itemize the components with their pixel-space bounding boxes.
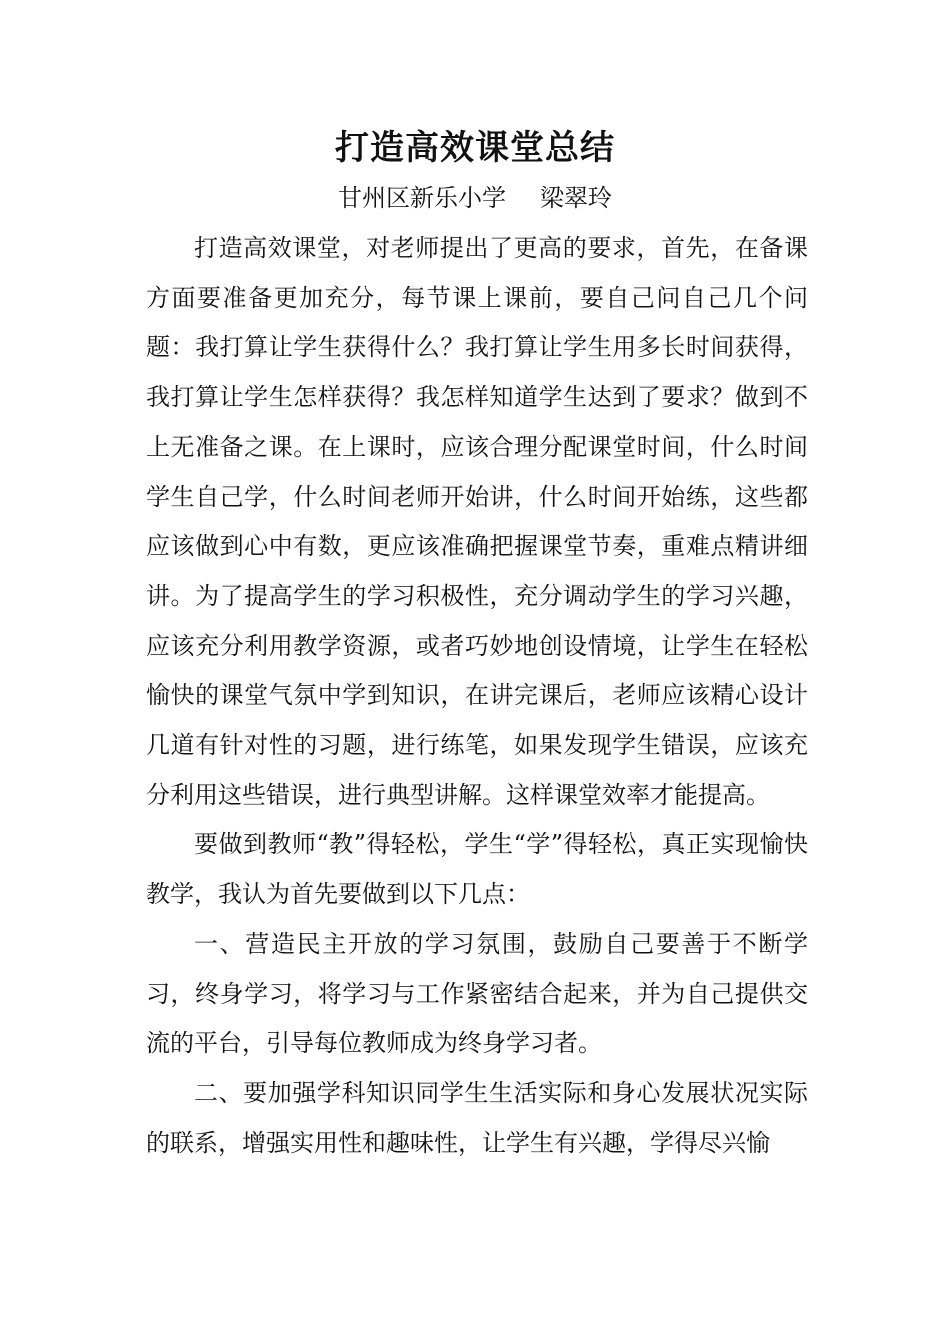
paragraph-3: 一、营造民主开放的学习氛围，鼓励自己要善于不断学习，终身学习，将学习与工作紧密结合起来，并为自己提供交流的平台，引导每位教师成为终身学习者。 <box>146 929 808 1058</box>
paragraph-1: 打造高效课堂，对老师提出了更高的要求，首先，在备课方面要准备更加充分，每节课上课前，要自己问自己几个问题：我打算让学生获得什么？我打算让学生用多长时间获得，我打算让学生怎样获得？我怎样知道学生达到了要求？做到不上无准备之课。在上课时，应该合理分配课堂时间，什么时间学生自己学，什么时间老师开始讲，什么时间开始练，这些都应该做到心中有数，更应该准确把握课堂节奏，重难点精讲细讲。为了提高学生的学习积极性，充分调动学生的学习兴趣，应该充分利用教学资源，或者巧妙地创设情境，让学生在轻松愉快的课堂气氛中学到知识，在讲完课后，老师应该精心设计几道有针对性的习题，进行练笔，如果发现学生错误，应该充分利用这些错误，进行典型讲解。这样课堂效率才能提高。 <box>146 234 808 809</box>
author-name: 梁翠玲 <box>540 184 612 212</box>
paragraph-4: 二、要加强学科知识同学生生活实际和身心发展状况实际的联系，增强实用性和趣味性，让学生有兴趣，学得尽兴愉 <box>146 1078 808 1157</box>
author-line <box>0 176 950 220</box>
document-body <box>146 224 808 1168</box>
paragraph-2: 要做到教师“教”得轻松，学生“学”得轻松，真正实现愉快教学，我认为首先要做到以下几点： <box>146 830 808 909</box>
author-school: 甘州区新乐小学 <box>338 184 506 212</box>
document-title: 打造高效课堂总结 <box>335 128 615 168</box>
